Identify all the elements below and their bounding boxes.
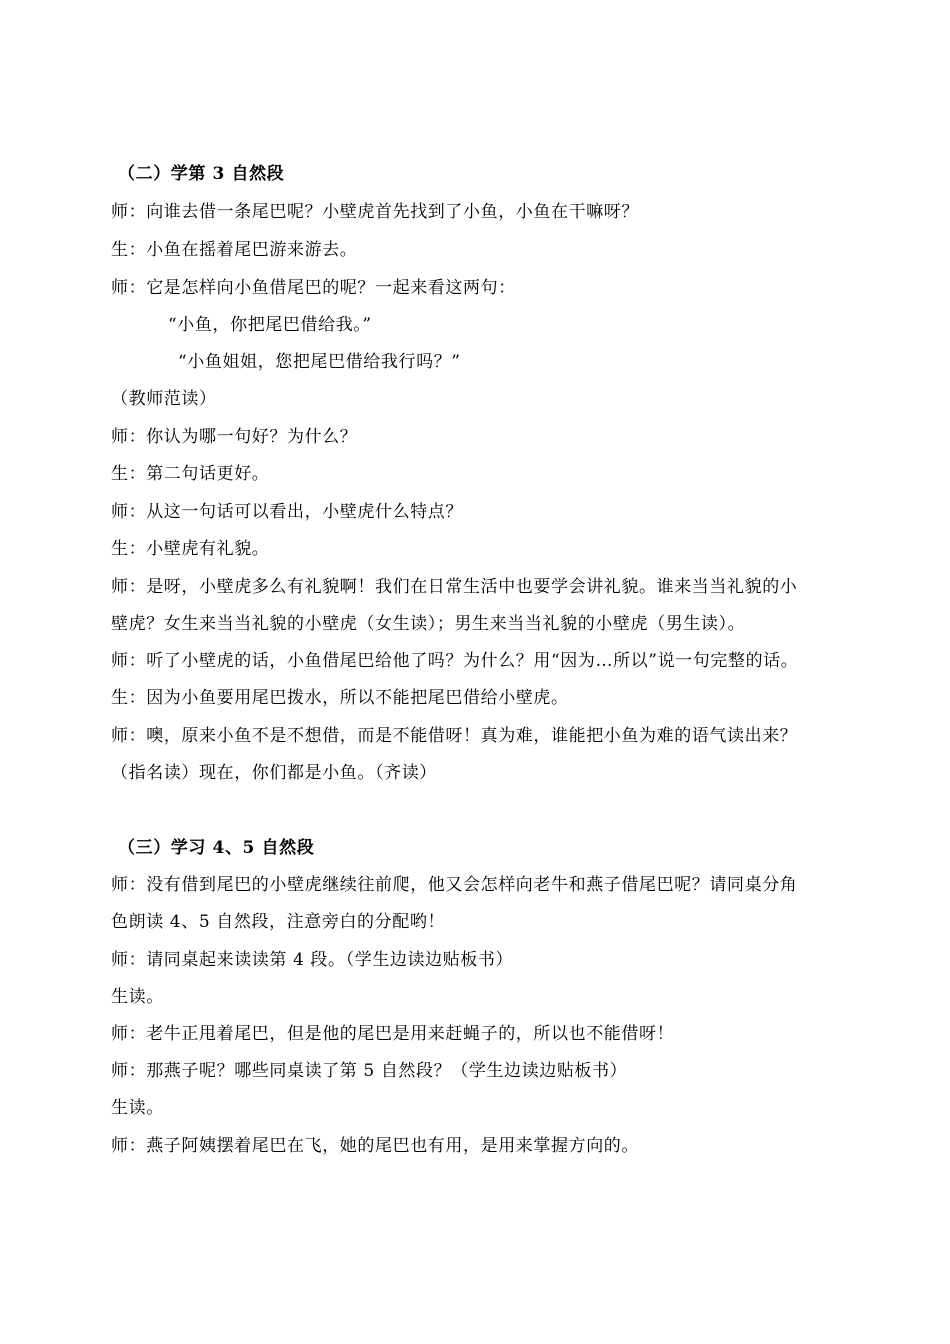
dialogue-line: 师：燕子阿姨摆着尾巴在飞，她的尾巴也有用，是用来掌握方向的。 — [111, 1136, 639, 1156]
dialogue-line: 生：小鱼在摇着尾巴游来游去。 — [111, 240, 358, 260]
dialogue-line: （指名读）现在，你们都是小鱼。（齐读） — [111, 763, 437, 783]
dialogue-line: 师：从这一句话可以看出，小壁虎什么特点？ — [111, 502, 463, 522]
dialogue-line: 师：请同桌起来读读第 4 段。（学生边读边贴板书） — [111, 950, 514, 970]
dialogue-line: 师：它是怎样向小鱼借尾巴的呢？一起来看这两句： — [111, 278, 516, 298]
dialogue-line: 师：向谁去借一条尾巴呢？小壁虎首先找到了小鱼，小鱼在干嘛呀？ — [111, 202, 639, 222]
dialogue-line: 师：没有借到尾巴的小壁虎继续往前爬，他又会怎样向老牛和燕子借尾巴呢？请同桌分角 — [111, 875, 798, 895]
dialogue-line: 生：小壁虎有礼貌。 — [111, 539, 270, 559]
dialogue-line: 师：噢，原来小鱼不是不想借，而是不能借呀！真为难，谁能把小鱼为难的语气读出来？ — [111, 726, 798, 746]
dialogue-line: 师：你认为哪一句好？为什么？ — [111, 427, 358, 447]
quote-line: “小鱼姐姐，您把尾巴借给我行吗？” — [178, 352, 461, 372]
dialogue-line: 师：老牛正甩着尾巴，但是他的尾巴是用来赶蝇子的，所以也不能借呀！ — [111, 1024, 675, 1044]
dialogue-line: 生读。 — [111, 1098, 164, 1118]
quote-line: “小鱼，你把尾巴借给我。” — [168, 315, 372, 335]
dialogue-line: 生：因为小鱼要用尾巴拨水，所以不能把尾巴借给小壁虎。 — [111, 688, 569, 708]
dialogue-line: 师：那燕子呢？哪些同桌读了第 5 自然段？（学生边读边贴板书） — [111, 1061, 628, 1081]
stage-note: （教师范读） — [111, 389, 217, 409]
dialogue-line: 师：是呀，小壁虎多么有礼貌啊！我们在日常生活中也要学会讲礼貌。谁来当当礼貌的小 — [111, 577, 798, 597]
section3-heading: （三）学习 4、5 自然段 — [118, 838, 315, 858]
dialogue-line: 壁虎？女生来当当礼貌的小壁虎（女生读）；男生来当当礼貌的小壁虎（男生读）。 — [111, 614, 746, 634]
dialogue-line: 师：听了小壁虎的话，小鱼借尾巴给他了吗？为什么？用“因为…所以”说一句完整的话。 — [111, 651, 799, 671]
section2-heading: （二）学第 3 自然段 — [118, 164, 285, 184]
dialogue-line: 色朗读 4、5 自然段，注意旁白的分配哟！ — [111, 912, 446, 932]
dialogue-line: 生读。 — [111, 987, 164, 1007]
dialogue-line: 生：第二句话更好。 — [111, 464, 270, 484]
